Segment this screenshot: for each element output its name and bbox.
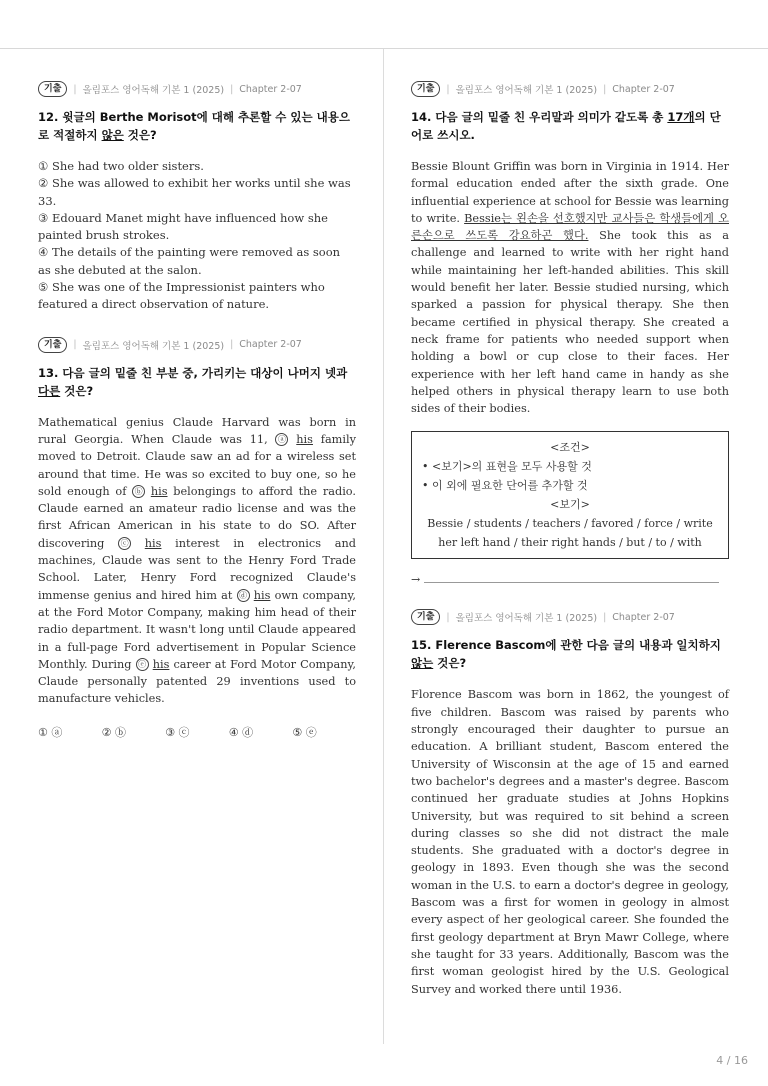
condition-heading: <조건> — [550, 441, 590, 455]
question-source-line: 기출 | 올림포스 영어독해 기본 1 (2025) | Chapter 2-07 — [38, 80, 356, 98]
condition-box — [411, 431, 729, 559]
choice-3: ③ ⓒ — [165, 725, 190, 739]
reading-passage: Mathematical genius Claude Harvard was born in rural Georgia. When Claude was 11, ⓐ his family moved to Detroit. Claude saw an ad for a wireless set around that time. He was so excited to buy one, so he sold enough of ⓑ his belongings to afford the radio. Claude earned an amateur radio license and was the first African American in his state to do SO. After discovering ⓒ his interest in electronics and machines, Claude was sent to the Henry Ford Trade School. Later, Henry Ford recognized Claude's immense genius and hired him at ⓓ his own company, at the Ford Motor Company, making him head of their radio department. It wasn't long until Claude appeared in a full-page Ford advertisement in Popular Science Monthly. During ⓔ his career at Ford Motor Company, Claude personally patented 29 inventions used to manufacture vehicles. — [38, 415, 357, 706]
source-label: 올림포스 영어독해 기본 1 (2025) — [82, 85, 225, 96]
answer-choices — [38, 724, 356, 740]
option-4: ④ The details of the painting were removed as soon as she debuted at the salon. — [38, 245, 341, 277]
question-title: 15. Flerence Bascom에 관한 다음 글의 내용과 일치하지 않는 것은? — [411, 638, 721, 671]
choice-4: ④ ⓓ — [228, 725, 254, 739]
exam-tag: 기출 — [411, 81, 440, 97]
exam-tag: 기출 — [411, 609, 440, 625]
marker-d: ⓓ — [237, 589, 250, 602]
option-1: ① She had two older sisters. — [38, 159, 204, 173]
chapter-label: Chapter 2-07 — [239, 339, 302, 351]
choice-5: ⑤ ⓔ — [292, 725, 317, 739]
exam-tag: 기출 — [38, 81, 67, 97]
example-heading: <보기> — [550, 498, 590, 512]
right-column — [411, 80, 729, 1020]
question-source-line: 기출 | 올림포스 영어독해 기본 1 (2025) | Chapter 2-07 — [38, 336, 356, 354]
question-13 — [38, 336, 356, 740]
example-words: Bessie / students / teachers / favored / force / write her left hand / their right hands / but / to / with — [427, 517, 713, 550]
underlined-korean-sentence: Bessie는 왼손을 선호했지만 교사들은 학생들에게 오른손으로 쓰도록 강요하곤 했다. — [411, 211, 729, 243]
source-label: 올림포스 영어독해 기본 1 (2025) — [455, 613, 598, 625]
chapter-label: Chapter 2-07 — [239, 83, 302, 95]
question-12 — [38, 80, 356, 314]
reading-passage: Bessie Blount Griffin was born in Virginia in 1914. Her formal education ended after the sixth grade. One influential experience at school for Bessie was learning to write. Bessie는 왼손을 선호했지만 교사들은 학생들에게 오른손으로 쓰도록 강요하곤 했다. She took this as a challenge and learned to write with her right hand while maintaining her left-handed abilities. This skill would benefit her later. Bessie studied nursing, which sparked a passion for physical therapy. She then became certified in physical therapy. She created a neck frame for patients who needed support when holding a bowl or cup close to their faces. Her experience with her left hand came in handy as she helped others in physical therapy learn to use both sides of their bodies. — [411, 160, 729, 416]
page-number: 4 / 16 — [716, 1054, 748, 1067]
exam-tag: 기출 — [38, 337, 67, 353]
marker-c: ⓒ — [118, 537, 131, 550]
condition-item-1: • <보기>의 표현을 모두 사용할 것 — [422, 460, 592, 474]
choice-1: ① ⓐ — [38, 725, 63, 739]
source-label: 올림포스 영어독해 기본 1 (2025) — [82, 340, 225, 352]
reading-passage: Florence Bascom was born in 1862, the youngest of five children. Bascom was raised by parents who strongly encouraged their daughter to pursue an education. A brilliant student, Bascom entered the University of Wisconsin at the age of 15 and earned two bachelor's degrees and a master's degree. Bascom continued her graduate studies at Johns Hopkins University, but was required to sit behind a screen during classes so she did not distract the male students. She graduated with a doctor's degree in geology in 1893. Even though she was the second woman in the U.S. to earn a doctor's degree in geology, Bascom was a first for women in geology in almost every aspect of her geological career. She founded the first geology department at Bryn Mawr College, where she taught for 33 years. Additionally, Bascom was the first woman geologist hired by the U.S. Geological Survey and worked there until 1936. — [411, 688, 729, 996]
question-15 — [411, 608, 729, 997]
header-rule — [0, 48, 768, 49]
option-2: ② She was allowed to exhibit her works until she was 33. — [38, 176, 351, 208]
option-list — [38, 158, 356, 314]
column-divider — [383, 49, 384, 1044]
question-14 — [411, 80, 729, 586]
source-label: 올림포스 영어독해 기본 1 (2025) — [455, 85, 598, 96]
arrow-icon: → — [411, 573, 421, 587]
chapter-label: Chapter 2-07 — [612, 83, 675, 95]
question-title: 13. 다음 글의 밑줄 친 부분 중, 가리키는 대상이 나머지 넷과 다른 것은? — [38, 365, 348, 398]
question-source-line: 기출 | 올림포스 영어독해 기본 1 (2025) | Chapter 2-07 — [411, 80, 729, 98]
answer-line[interactable] — [411, 573, 729, 586]
marker-e: ⓔ — [136, 658, 149, 671]
choice-2: ② ⓑ — [101, 725, 126, 739]
option-5: ⑤ She was one of the Impressionist painters who featured a direct observation of nature. — [38, 280, 325, 312]
condition-item-2: • 이 외에 필요한 단어를 추가할 것 — [422, 479, 588, 493]
answer-underline — [424, 582, 719, 583]
marker-a: ⓐ — [275, 433, 288, 446]
left-column — [38, 80, 356, 762]
marker-b: ⓑ — [132, 485, 145, 498]
option-3: ③ Edouard Manet might have influenced how she painted brush strokes. — [38, 210, 328, 243]
question-source-line: 기출 | 올림포스 영어독해 기본 1 (2025) | Chapter 2-07 — [411, 608, 729, 626]
question-title: 12. 윗글의 Berthe Morisot에 대해 추론할 수 있는 내용으로 적절하지 않은 것은? — [38, 110, 350, 142]
chapter-label: Chapter 2-07 — [612, 611, 675, 623]
question-title: 14. 다음 글의 밑줄 친 우리말과 의미가 같도록 총 17개의 단어로 쓰시오. — [411, 110, 721, 142]
